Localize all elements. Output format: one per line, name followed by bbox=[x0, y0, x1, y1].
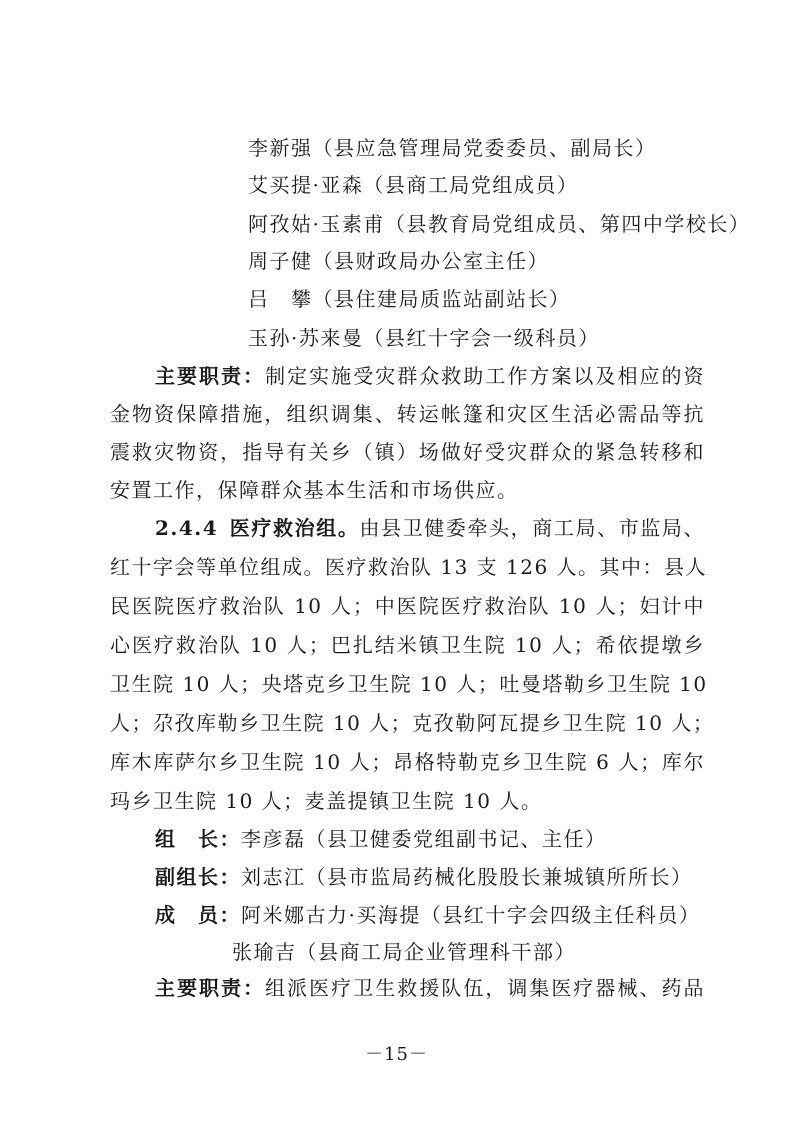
duty-paragraph-line bbox=[155, 358, 705, 394]
deputy-leader-line bbox=[155, 859, 693, 895]
member-line: 玉孙·苏来曼（县红十字会一级科员） bbox=[248, 326, 600, 350]
section-body-line: 人；尕孜库勒乡卫生院 10 人；克孜勒阿瓦提乡卫生院 10 人； bbox=[110, 711, 715, 735]
members-line bbox=[155, 897, 700, 933]
duty-paragraph-line: 金物资保障措施，组织调集、转运帐篷和灾区生活必需品等抗 bbox=[110, 402, 705, 426]
leader-label: 组 长： bbox=[155, 827, 241, 851]
members-label: 成 员： bbox=[155, 903, 241, 927]
duty-paragraph-line: 安置工作，保障群众基本生活和市场供应。 bbox=[110, 478, 519, 502]
section-body-line: 红十字会等单位组成。医疗救治队 13 支 126 人。其中：县人 bbox=[110, 555, 708, 579]
duty-label: 主要职责： bbox=[155, 976, 266, 1000]
duty-text: 制定实施受灾群众救助工作方案以及相应的资 bbox=[265, 364, 706, 388]
members-line: 张瑜吉（县商工局企业管理科干部） bbox=[232, 940, 576, 964]
section-title: 医疗救治组。 bbox=[229, 516, 360, 540]
section-body-line: 玛乡卫生院 10 人；麦盖提镇卫生院 10 人。 bbox=[110, 789, 543, 813]
section-heading-line bbox=[155, 510, 705, 546]
deputy-value: 刘志江（县市监局药械化股股长兼城镇所所长） bbox=[241, 865, 693, 889]
section-body-line: 库木库萨尔乡卫生院 10 人；昂格特勒克乡卫生院 6 人；库尔 bbox=[110, 750, 705, 774]
section-body-line: 民医院医疗救治队 10 人；中医院医疗救治队 10 人；妇计中 bbox=[110, 594, 705, 618]
duty-paragraph-line: 震救灾物资，指导有关乡（镇）场做好受灾群众的紧急转移和 bbox=[110, 440, 705, 464]
deputy-label: 副组长： bbox=[155, 865, 241, 889]
member-line: 李新强（县应急管理局党委委员、副局长） bbox=[248, 136, 657, 160]
member-line: 吕 攀（县住建局质监站副站长） bbox=[248, 287, 571, 311]
member-line: 艾买提·亚森（县商工局党组成员） bbox=[248, 173, 579, 197]
section-body-line: 心医疗救治队 10 人；巴扎结米镇卫生院 10 人；希依提墩乡 bbox=[110, 633, 705, 657]
duty-paragraph-line bbox=[155, 970, 705, 1006]
members-value: 阿米娜古力·买海提（县红十字会四级主任科员） bbox=[241, 903, 701, 927]
page-number: －15－ bbox=[365, 1044, 428, 1065]
duty-label: 主要职责： bbox=[155, 364, 266, 388]
section-number: 2.4.4 bbox=[155, 516, 219, 540]
leader-value: 李彦磊（县卫健委党组副书记、主任） bbox=[241, 827, 607, 851]
member-line: 周子健（县财政局办公室主任） bbox=[248, 249, 549, 273]
duty-text: 组派医疗卫生救援队伍，调集医疗器械、药品 bbox=[265, 976, 706, 1000]
leader-line bbox=[155, 821, 607, 857]
member-line: 阿孜姑·玉素甫（县教育局党组成员、第四中学校长） bbox=[248, 212, 751, 236]
section-text: 由县卫健委牵头，商工局、市监局、 bbox=[359, 516, 706, 540]
section-body-line: 卫生院 10 人；央塔克乡卫生院 10 人；吐曼塔勒乡卫生院 10 bbox=[110, 672, 708, 696]
